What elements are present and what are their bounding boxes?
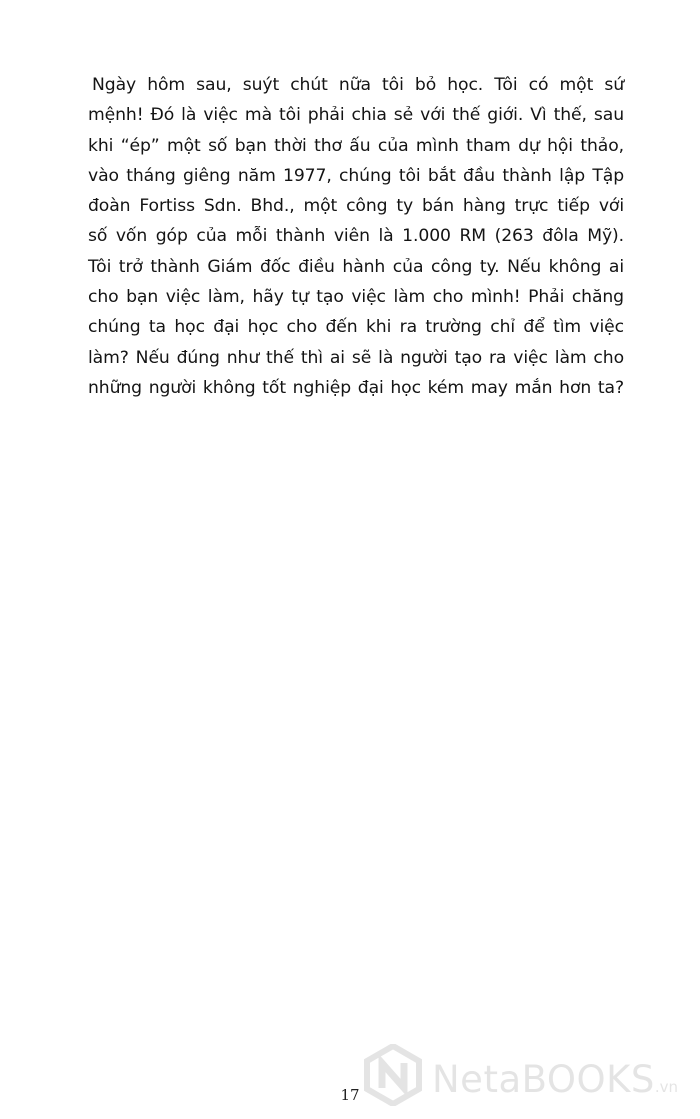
- text-line: mệnh! Đó là việc mà tôi phải chia sẻ với thế giới. Vì thế, sau: [88, 105, 624, 126]
- watermark-suffix: .vn: [654, 1078, 679, 1096]
- body-paragraph: [88, 70, 624, 403]
- text-line: Ngày hôm sau, suýt chút nữa tôi bỏ học. Tôi có một sứ: [92, 75, 624, 95]
- text-line: làm? Nếu đúng như thế thì ai sẽ là người tạo ra việc làm cho: [88, 347, 624, 368]
- text-line: cho bạn việc làm, hãy tự tạo việc làm cho mình! Phải chăng: [88, 287, 624, 308]
- text-line: vào tháng giêng năm 1977, chúng tôi bắt đầu thành lập Tập: [88, 165, 624, 186]
- page-number: 17: [340, 1086, 360, 1104]
- text-line: số vốn góp của mỗi thành viên là 1.000 RM (263 đôla Mỹ).: [88, 226, 624, 247]
- text-line: những người không tốt nghiệp đại học kém may mắn hơn ta?: [88, 377, 624, 398]
- watermark-brand: NetaBOOKS: [432, 1058, 655, 1101]
- text-line: Tôi trở thành Giám đốc điều hành của công ty. Nếu không ai: [88, 256, 624, 277]
- text-line: đoàn Fortiss Sdn. Bhd., một công ty bán hàng trực tiếp với: [88, 196, 624, 217]
- text-line: khi “ép” một số bạn thời thơ ấu của mình tham dự hội thảo,: [88, 135, 624, 156]
- text-line: chúng ta học đại học cho đến khi ra trường chỉ để tìm việc: [88, 317, 624, 338]
